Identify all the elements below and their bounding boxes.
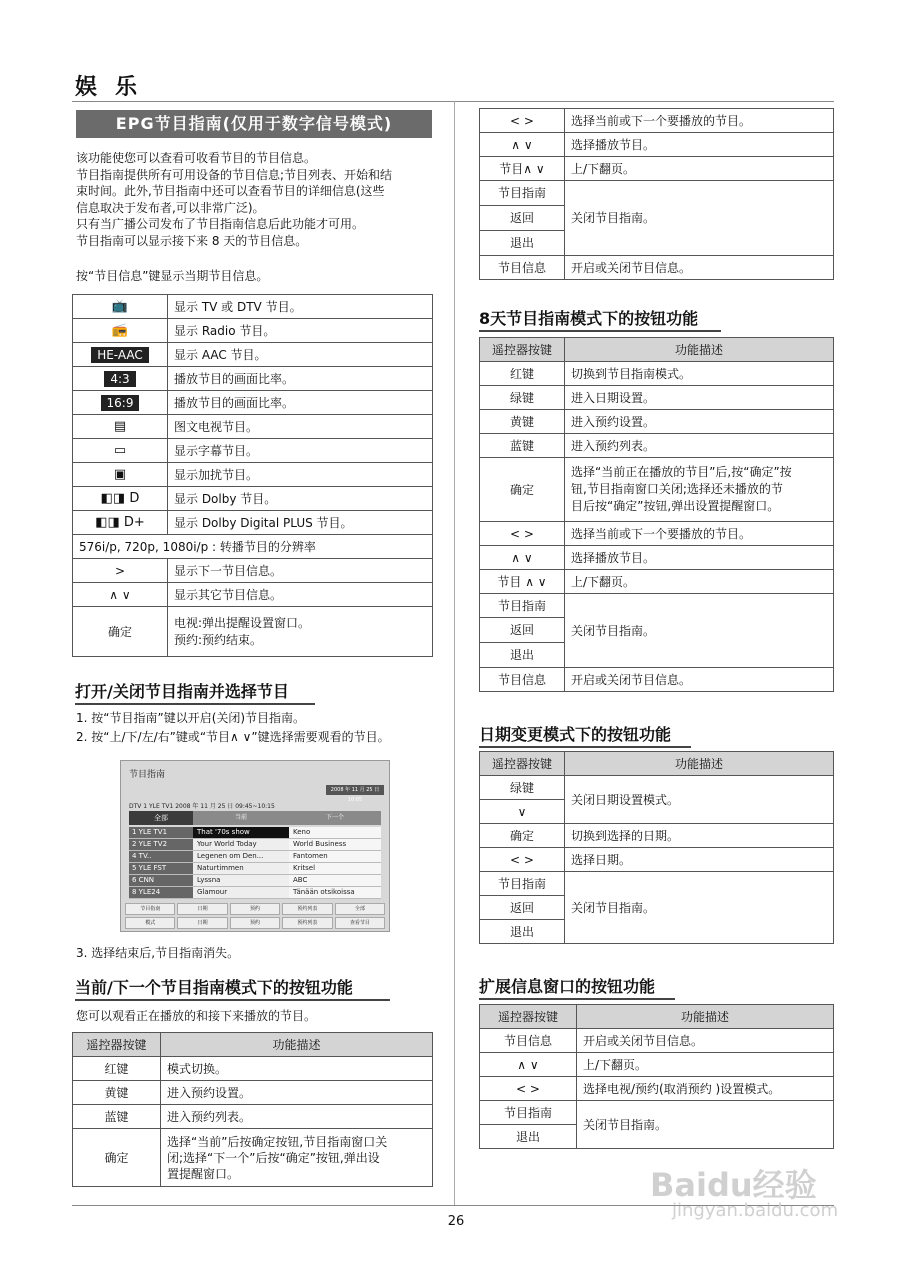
ext-info-table: 遥控器按键 功能描述 节目信息 开启或关闭节目信息。 ∧ ∨ 上/下翻页。 < > 选择电视/预约(取消预约 )设置模式。 节目指南 关闭节目指南。 退出 [479, 1004, 834, 1149]
watermark-url: jingyan.baidu.com [672, 1200, 839, 1221]
format-label: 16:9 [101, 395, 140, 411]
radio-icon: 📻 [111, 323, 129, 338]
icon-table-row [73, 343, 433, 367]
epg-screenshot: 节目指南 2008 年 11 月 25 日 10:05 DTV 1 YLE TV1 2008 年 11 月 25 日 09:45~10:15 全部 当前 下一个 1 YLE TV1 That '70s show Keno 2 YLE TV2 Your World Today World Business 4 TV.. Legenen om Den... Fantomen 5 YLE FST Naturtimmen Kritsel 6 CNN Lyssna ABC 8 YLE24 Glamour Tänään otsikoissa 节目指南 日期 预约 预约列表 全部 模式 日期 预约 预约列表 查看节目 [120, 760, 390, 932]
desc-cell: 显示下一节目信息。 [168, 559, 433, 583]
format-label: HE-AAC [91, 347, 149, 363]
format-label: 4:3 [104, 371, 135, 387]
epg-row: 4 TV.. Legenen om Den... Fantomen [129, 851, 381, 863]
icon-desc: 显示 TV 或 DTV 节目。 [168, 295, 433, 319]
step-3: 3. 选择结束后,节目指南消失。 [76, 946, 240, 960]
resolution-row: 576i/p, 720p, 1080i/p : 转播节目的分辨率 [73, 535, 433, 559]
watermark-logo: Baidu经验 [650, 1166, 817, 1204]
scramble-icon: ▣ [113, 467, 127, 482]
icon-table-row [73, 391, 433, 415]
epg-footer-key: 节目指南 [125, 903, 175, 915]
icon-desc: 显示加扰节目。 [168, 463, 433, 487]
eight-day-table: 遥控器按键 功能描述 红键 切换到节目指南模式。 绿键 进入日期设置。 黄键 进入预约设置。 蓝键 进入预约列表。 确定 选择“当前正在播放的节目”后,按“确定”按 钮,节目指南窗口关闭;选择还未播放的节 目后按“确定”按钮,弹出设置提醒窗口。 < > 选择当前或下一个要播放的节目。 ∧ ∨ 选择播放节目。 节目 ∧ ∨ 上/下翻页。 节目指南 关闭节目指南。 返回 退出 节目信息 开启或关闭节目信息。 [479, 337, 834, 692]
icon-desc: 显示 Dolby 节目。 [168, 487, 433, 511]
icon-table-row [73, 295, 433, 319]
icon-desc: 显示 Radio 节目。 [168, 319, 433, 343]
icon-desc: 播放节目的画面比率。 [168, 367, 433, 391]
info-line: 按“节目信息”键显示当期节目信息。 [76, 269, 269, 283]
intro-text: 该功能使您可以查看可收看节目的节目信息。 节目指南提供所有可用设备的节目信息;节目列表、开始和结 束时间。此外,节目指南中还可以查看节目的详细信息(这些 信息取决于发布者,可以非常广泛)。 只有当广播公司发布了节目指南信息后此功能才可用。 节目指南可以显示接下来 8 天的节目信息。 [76, 151, 393, 248]
open-close-title: 打开/关闭节目指南并选择节目 [75, 679, 315, 705]
icon-table-row [73, 511, 433, 535]
epg-footer-key: 预约列表 [282, 903, 332, 915]
epg-footer-key: 预约列表 [282, 917, 332, 929]
epg-footer-key: 预约 [230, 917, 280, 929]
date-mode-title: 日期变更模式下的按钮功能 [479, 722, 691, 748]
epg-footer-key: 查看节目 [335, 917, 385, 929]
now-next-title: 当前/下一个节目指南模式下的按钮功能 [75, 975, 390, 1001]
page-number: 26 [447, 1214, 465, 1229]
epg-banner: EPG节目指南(仅用于数字信号模式) [76, 110, 432, 138]
epg-footer-key: 日期 [177, 917, 227, 929]
epg-footer-key: 模式 [125, 917, 175, 929]
top-rule [72, 101, 834, 102]
icon-desc: 显示 AAC 节目。 [168, 343, 433, 367]
epg-row: 1 YLE TV1 That '70s show Keno [129, 827, 381, 839]
tv-icon: 📺 [111, 299, 129, 314]
icon-desc: 显示 Dolby Digital PLUS 节目。 [168, 511, 433, 535]
epg-row: 2 YLE TV2 Your World Today World Business [129, 839, 381, 851]
icon-desc: 图文电视节目。 [168, 415, 433, 439]
icon-table [72, 294, 433, 657]
icon-table-row [73, 367, 433, 391]
dolby-plus-icon: ◧◨ D+ [95, 515, 145, 530]
right-top-table: < > 选择当前或下一个要播放的节目。 ∧ ∨ 选择播放节目。 节目∧ ∨ 上/下翻页。 节目指南 关闭节目指南。 返回 退出 节目信息 开启或关闭节目信息。 [479, 108, 834, 280]
epg-footer-key: 预约 [230, 903, 280, 915]
icon-table-row [73, 439, 433, 463]
subtitle-icon: ▭ [113, 443, 127, 458]
icon-table-row [73, 415, 433, 439]
key-cell: > [73, 559, 168, 583]
key-cell: ∧ ∨ [73, 583, 168, 607]
epg-footer-key: 日期 [177, 903, 227, 915]
epg-footer-key: 全部 [335, 903, 385, 915]
date-mode-table: 遥控器按键 功能描述 绿键 关闭日期设置模式。 ∨ 确定 切换到选择的日期。 < > 选择日期。 节目指南 关闭节目指南。 返回 退出 [479, 751, 834, 944]
icon-table-row [73, 487, 433, 511]
eight-day-title: 8天节目指南模式下的按钮功能 [479, 306, 721, 332]
icon-table-row [73, 463, 433, 487]
ext-info-title: 扩展信息窗口的按钮功能 [479, 974, 675, 1000]
icon-desc: 播放节目的画面比率。 [168, 391, 433, 415]
epg-row: 5 YLE FST Naturtimmen Kritsel [129, 863, 381, 875]
step-1: 1. 按“节目指南”键以开启(关闭)节目指南。 [76, 711, 306, 725]
epg-row: 8 YLE24 Glamour Tänään otsikoissa [129, 887, 381, 899]
page-header: 娱乐 [75, 75, 156, 100]
key-cell: 确定 [73, 607, 168, 657]
desc-cell: 显示其它节目信息。 [168, 583, 433, 607]
desc-cell: 电视:弹出提醒设置窗口。 预约:预约结束。 [168, 607, 433, 657]
now-next-table: 遥控器按键 功能描述 红键 模式切换。 黄键 进入预约设置。 蓝键 进入预约列表。 确定 选择“当前”后按确定按钮,节目指南窗口关 闭;选择“下一个”后按“确定”按钮,弹出设 置提醒窗口。 [72, 1032, 433, 1187]
dolby-icon: ◧◨ D [100, 491, 140, 506]
icon-desc: 显示字幕节目。 [168, 439, 433, 463]
step-2: 2. 按“上/下/左/右”键或“节目∧ ∨”键选择需要观看的节目。 [76, 730, 390, 744]
icon-table-row [73, 319, 433, 343]
column-divider [454, 101, 455, 1205]
now-next-desc: 您可以观看正在播放的和接下来播放的节目。 [76, 1009, 317, 1023]
teletext-icon: ▤ [113, 419, 127, 434]
epg-row: 6 CNN Lyssna ABC [129, 875, 381, 887]
